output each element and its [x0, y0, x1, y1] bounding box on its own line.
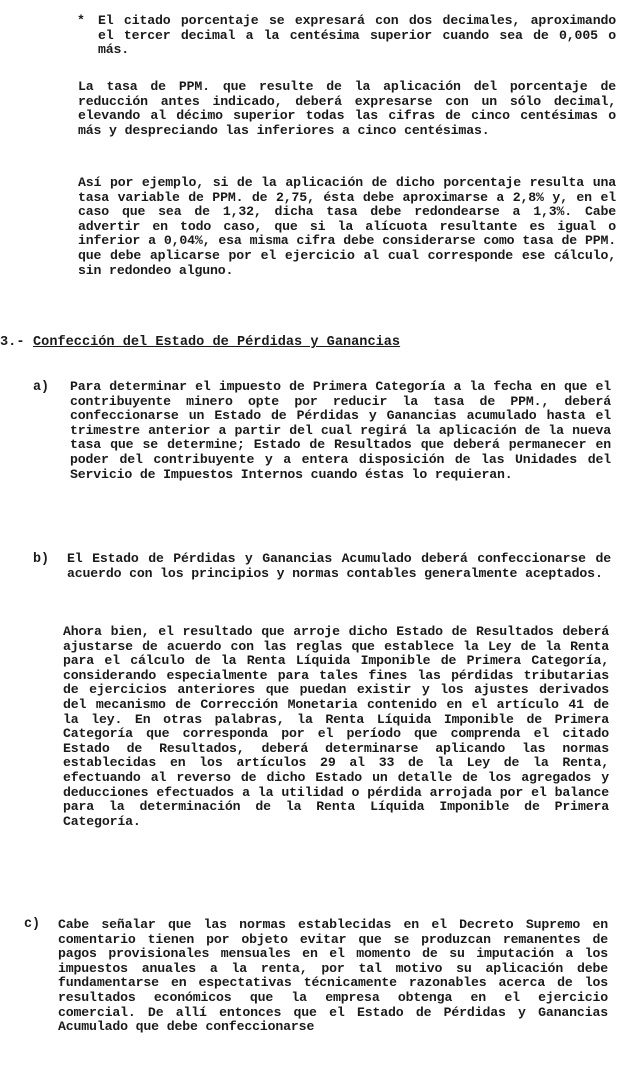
- item-marker-b: b): [33, 552, 50, 567]
- section-title: Confección del Estado de Pérdidas y Ganancias: [33, 335, 401, 350]
- paragraph-example: Así por ejemplo, si de la aplicación de dicho porcentaje resulta una tasa variable de PPM. de 2,75, ésta debe aproximarse a 2,8% y, en el caso que sea de 1,32, dicha tasa debe redondearse a 1,3%. Cabe advertir en todo caso, que si la alícuota resultante es igual o inferior a 0,04%, esa misma cifra debe considerarse como tasa de PPM. que debe aplicarse por el ejercicio al cual corresponde ese cálculo, sin redondeo alguno.: [78, 175, 616, 278]
- section-number: 3.-: [0, 335, 25, 350]
- footnote-rounding: [77, 13, 616, 58]
- item-marker-c: c): [24, 917, 41, 932]
- footnote-text: El citado porcentaje se expresará con dos decimales, aproximando el tercer decimal a la centésima superior cuando sea de 0,005 o más.: [98, 13, 616, 58]
- item-marker-a: a): [33, 380, 50, 395]
- item-c-text: Cabe señalar que las normas establecidas en el Decreto Supremo en comentario tienen por objeto evitar que se produzcan remanentes de pagos provisionales mensuales en el momento de su imputación a los impuestos anuales a la renta, por tal motivo su aplicación debe fundamentarse en espectativas técnicamente razonables acerca de los resultados económicos que la empresa obtenga en el ejercicio comercial. De allí entonces que el Estado de Pérdidas y Ganancias Acumulado que debe confeccionarse: [58, 917, 608, 1035]
- footnote-asterisk: *: [77, 13, 85, 28]
- section-heading: [0, 335, 400, 350]
- item-b-text-1: El Estado de Pérdidas y Ganancias Acumulado deberá confeccionarse de acuerdo con los principios y normas contables generalmente aceptados.: [67, 551, 611, 581]
- paragraph-ppm-rate: La tasa de PPM. que resulte de la aplicación del porcentaje de reducción antes indicado, deberá expresarse con un sólo decimal, elevando al décimo superior todas las cifras de cinco centésimas o más y despreciando las inferiores a cinco centésimas.: [78, 79, 616, 138]
- item-a-text: Para determinar el impuesto de Primera Categoría a la fecha en que el contribuyente minero opte por reducir la tasa de PPM., deberá confeccionarse un Estado de Pérdidas y Ganancias acumulado hasta el trimestre anterior a partir del cual regirá la aplicación de la nueva tasa que se determine; Estado de Resultados que deberá permanecer en poder del contribuyente y a entera disposición de las Unidades del Servicio de Impuestos Internos cuando éstas lo requieran.: [70, 379, 611, 482]
- item-b-text-2: Ahora bien, el resultado que arroje dicho Estado de Resultados deberá ajustarse de acuerdo con las reglas que establece la Ley de la Renta para el cálculo de la Renta Líquida Imponible de Primera Categoría, considerando especialmente para tales fines las pérdidas tributarias de ejercicios anteriores que puedan existir y los ajustes derivados del mecanismo de Corrección Monetaria contenido en el artículo 41 de la ley. En otras palabras, la Renta Líquida Imponible de Primera Categoría que corresponda por el período que comprenda el citado Estado de Resultados, deberá determinarse aplicando las normas establecidas en los artículos 29 al 33 de la Ley de la Renta, efectuando al reverso de dicho Estado un detalle de los agregados y deducciones efectuados a la utilidad o pérdida arrojada por el balance para la determinación de la Renta Líquida Imponible de Primera Categoría.: [63, 624, 609, 829]
